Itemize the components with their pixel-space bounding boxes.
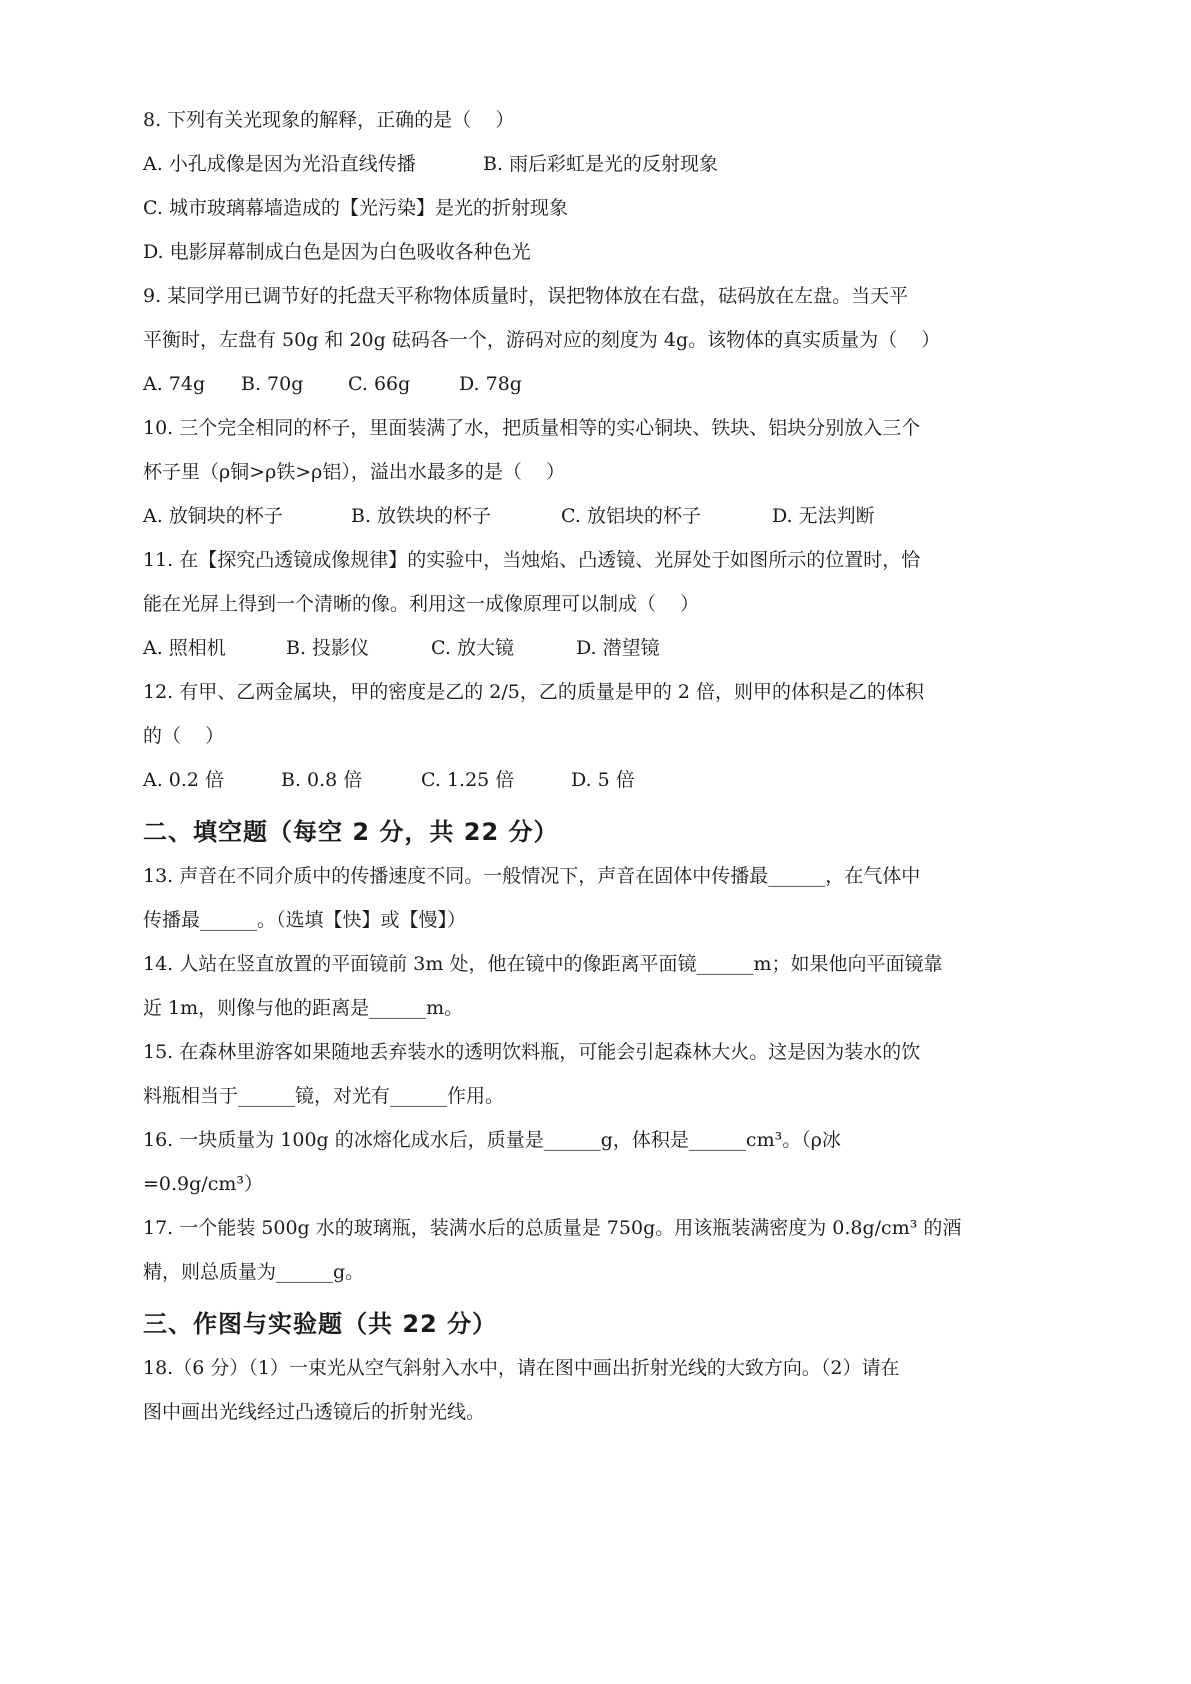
question-11 [143, 545, 1063, 663]
question-15 [143, 1037, 1063, 1111]
question-10-stem-line2: 杯子里（ρ铜>ρ铁>ρ铝），溢出水最多的是（ ） [143, 461, 566, 483]
question-8-option-d: D. 电影屏幕制成白色是因为白色吸收各种色光 [143, 241, 531, 263]
question-12 [143, 677, 1063, 795]
question-9-option-b: B. 70g [241, 373, 304, 395]
question-10-option-b: B. 放铁块的杯子 [351, 505, 492, 527]
question-10-stem-line1: 10. 三个完全相同的杯子，里面装满了水，把质量相等的实心铜块、铁块、铝块分别放入三个 [143, 417, 921, 439]
question-8 [143, 105, 1063, 267]
question-18 [143, 1353, 1063, 1427]
exam-page [143, 105, 1063, 1427]
question-17-line1: 17. 一个能装 500g 水的玻璃瓶，装满水后的总质量是 750g。用该瓶装满密度为 0.8g/cm³ 的酒 [143, 1217, 962, 1239]
question-12-option-c: C. 1.25 倍 [421, 769, 515, 791]
question-9-option-d: D. 78g [459, 373, 522, 395]
question-14 [143, 949, 1063, 1023]
question-16-line1: 16. 一块质量为 100g 的冰熔化成水后，质量是______g，体积是______cm³。（ρ冰 [143, 1129, 841, 1151]
question-8-options-row1 [143, 149, 1063, 179]
question-16-line2: =0.9g/cm³） [143, 1173, 263, 1195]
section-3-heading: 三、作图与实验题（共 22 分） [143, 1310, 498, 1338]
question-16 [143, 1125, 1063, 1199]
question-13-line2: 传播最______。（选填【快】或【慢】） [143, 909, 467, 931]
question-11-options [143, 633, 1063, 663]
question-8-stem: 8. 下列有关光现象的解释，正确的是（ ） [143, 109, 515, 131]
question-12-option-a: A. 0.2 倍 [143, 769, 225, 791]
question-11-stem-line2: 能在光屏上得到一个清晰的像。利用这一成像原理可以制成（ ） [143, 593, 700, 615]
question-10-options [143, 501, 1063, 531]
question-13-line1: 13. 声音在不同介质中的传播速度不同。一般情况下，声音在固体中传播最______，在气体中 [143, 865, 921, 887]
question-11-option-a: A. 照相机 [143, 637, 226, 659]
question-12-options [143, 765, 1063, 795]
question-10 [143, 413, 1063, 531]
question-17-line2: 精，则总质量为______g。 [143, 1261, 365, 1283]
question-12-option-b: B. 0.8 倍 [281, 769, 363, 791]
question-8-option-c: C. 城市玻璃幕墙造成的【光污染】是光的折射现象 [143, 197, 568, 219]
question-9-stem-line1: 9. 某同学用已调节好的托盘天平称物体质量时，误把物体放在右盘，砝码放在左盘。当天平 [143, 285, 909, 307]
question-9-options [143, 369, 1063, 399]
question-11-stem-line1: 11. 在【探究凸透镜成像规律】的实验中，当烛焰、凸透镜、光屏处于如图所示的位置时，恰 [143, 549, 921, 571]
question-18-line2: 图中画出光线经过凸透镜后的折射光线。 [143, 1401, 486, 1423]
question-12-stem-line2: 的（ ） [143, 725, 225, 747]
question-8-option-a: A. 小孔成像是因为光沿直线传播 [143, 153, 416, 175]
question-12-option-d: D. 5 倍 [571, 769, 635, 791]
question-10-option-c: C. 放铝块的杯子 [561, 505, 701, 527]
question-14-line2: 近 1m，则像与他的距离是______m。 [143, 997, 464, 1019]
question-10-option-a: A. 放铜块的杯子 [143, 505, 283, 527]
question-12-stem-line1: 12. 有甲、乙两金属块，甲的密度是乙的 2/5，乙的质量是甲的 2 倍，则甲的体积是乙的体积 [143, 681, 925, 703]
question-8-option-b: B. 雨后彩虹是光的反射现象 [483, 153, 719, 175]
question-15-line2: 料瓶相当于______镜，对光有______作用。 [143, 1085, 505, 1107]
question-9-option-c: C. 66g [348, 373, 411, 395]
question-11-option-d: D. 潜望镜 [576, 637, 660, 659]
question-14-line1: 14. 人站在竖直放置的平面镜前 3m 处，他在镜中的像距离平面镜______m；如果他向平面镜靠 [143, 953, 943, 975]
question-18-line1: 18.（6 分）（1）一束光从空气斜射入水中，请在图中画出折射光线的大致方向。（2）请在 [143, 1357, 900, 1379]
question-15-line1: 15. 在森林里游客如果随地丢弃装水的透明饮料瓶，可能会引起森林大火。这是因为装水的饮 [143, 1041, 921, 1063]
question-10-option-d: D. 无法判断 [772, 505, 875, 527]
question-11-option-c: C. 放大镜 [431, 637, 514, 659]
question-9-stem-line2: 平衡时，左盘有 50g 和 20g 砝码各一个，游码对应的刻度为 4g。该物体的真实质量为（ ） [143, 329, 941, 351]
question-11-option-b: B. 投影仪 [286, 637, 370, 659]
section-2-heading: 二、填空题（每空 2 分，共 22 分） [143, 818, 559, 846]
question-9 [143, 281, 1063, 399]
question-13 [143, 861, 1063, 935]
question-17 [143, 1213, 1063, 1287]
question-9-option-a: A. 74g [143, 373, 206, 395]
